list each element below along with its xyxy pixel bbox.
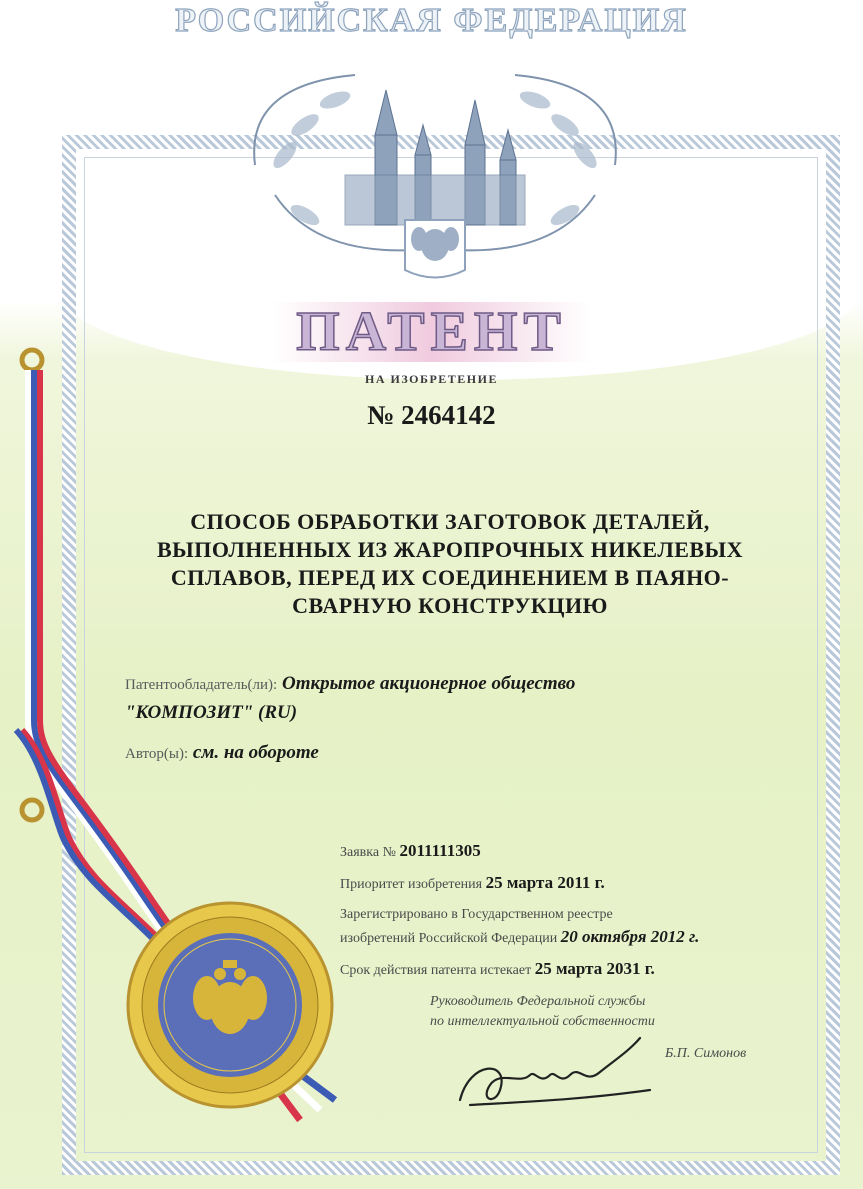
invention-title-line: СВАРНУЮ КОНСТРУКЦИЮ: [292, 593, 608, 618]
priority-row: [340, 872, 820, 896]
registered-label-line2: изобретений Российской Федерации: [340, 931, 558, 946]
holder-value-line2: "КОМПОЗИТ" (RU): [125, 702, 298, 723]
application-label: Заявка №: [340, 845, 396, 860]
application-row: [340, 840, 820, 864]
invention-title-line: ВЫПОЛНЕННЫХ ИЗ ЖАРОПРОЧНЫХ НИКЕЛЕВЫХ: [156, 537, 744, 562]
expiry-value: 25 марта 2031 г.: [534, 959, 655, 978]
invention-title-line: СПЛАВОВ, ПЕРЕД ИХ СОЕДИНЕНИЕМ В ПАЯНО-: [170, 565, 730, 590]
registration-details: [340, 840, 820, 990]
official-line2: по интеллектуальной собственности: [430, 1014, 655, 1029]
signature-icon: [440, 1030, 670, 1120]
author-value: см. на обороте: [192, 742, 319, 763]
author-label: Автор(ы):: [125, 746, 189, 762]
registered-value: 20 октября 2012 г.: [560, 927, 700, 946]
patent-subtitle: НА ИЗОБРЕТЕНИЕ: [365, 372, 498, 386]
priority-value: 25 марта 2011 г.: [485, 873, 605, 892]
expiry-row: [340, 958, 820, 982]
signer-name: Б.П. Симонов: [665, 1046, 747, 1061]
official-line1: Руководитель Федеральной службы: [430, 994, 646, 1009]
patent-title-text: ПАТЕНТ: [272, 302, 591, 362]
holder-value-line1: Открытое акционерное общество: [281, 673, 576, 694]
invention-title-line: СПОСОБ ОБРАБОТКИ ЗАГОТОВОК ДЕТАЛЕЙ,: [190, 509, 710, 534]
holder-label: Патентообладатель(ли):: [125, 677, 278, 693]
kremlin-emblem: [215, 45, 655, 285]
official-title: [430, 992, 750, 1032]
country-heading: РОССИЙСКАЯ ФЕДЕРАЦИЯ: [175, 2, 688, 39]
expiry-label: Срок действия патента истекает: [340, 963, 532, 978]
registered-row: [340, 904, 820, 950]
application-value: 2011111305: [399, 841, 481, 860]
registered-label-line1: Зарегистрировано в Государственном реестре: [340, 907, 613, 922]
seal-icon: [125, 900, 335, 1110]
patent-number: № 2464142: [367, 400, 496, 430]
priority-label: Приоритет изобретения: [340, 877, 483, 892]
